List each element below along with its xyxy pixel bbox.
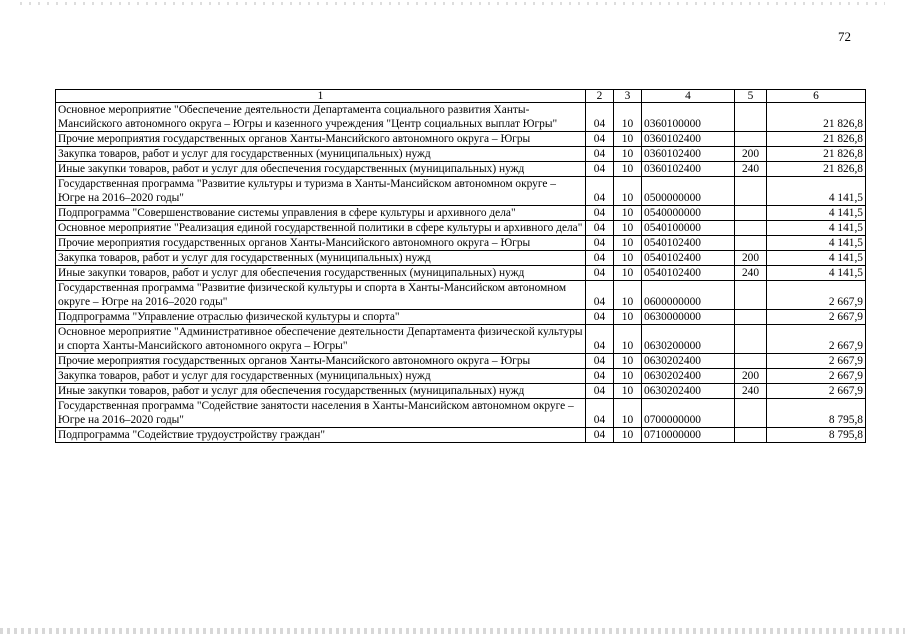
table-row <box>56 177 866 206</box>
row-amount-cell: 2 667,9 <box>767 384 866 399</box>
row-amount-cell: 21 826,8 <box>767 132 866 147</box>
row-subsection-cell: 10 <box>614 310 642 325</box>
row-subsection-cell: 10 <box>614 177 642 206</box>
row-subsection-cell: 10 <box>614 236 642 251</box>
row-expense-type-cell: 200 <box>735 251 767 266</box>
row-target-code-cell: 0600000000 <box>642 281 735 310</box>
row-expense-type-cell: 200 <box>735 147 767 162</box>
row-expense-type-cell <box>735 236 767 251</box>
row-subsection-cell: 10 <box>614 384 642 399</box>
row-name-cell: Прочие мероприятия государственных органов Ханты-Мансийского автономного округа – Югры <box>56 132 586 147</box>
row-expense-type-cell <box>735 399 767 428</box>
row-name-cell: Прочие мероприятия государственных органов Ханты-Мансийского автономного округа – Югры <box>56 236 586 251</box>
row-target-code-cell: 0630200000 <box>642 325 735 354</box>
row-expense-type-cell: 200 <box>735 369 767 384</box>
table-row <box>56 251 866 266</box>
row-subsection-cell: 10 <box>614 325 642 354</box>
row-target-code-cell: 0540100000 <box>642 221 735 236</box>
row-amount-cell: 2 667,9 <box>767 310 866 325</box>
row-expense-type-cell <box>735 221 767 236</box>
row-target-code-cell: 0710000000 <box>642 428 735 443</box>
row-target-code-cell: 0360100000 <box>642 103 735 132</box>
header-col-6: 6 <box>767 90 866 103</box>
row-section-cell: 04 <box>586 103 614 132</box>
row-name-cell: Основное мероприятие "Обеспечение деятельности Департамента социального развития Ханты-Мансийского автономного округа – Югры и казенного учреждения "Центр социальных выплат Югры" <box>56 103 586 132</box>
row-subsection-cell: 10 <box>614 132 642 147</box>
row-subsection-cell: 10 <box>614 266 642 281</box>
row-expense-type-cell <box>735 206 767 221</box>
row-name-cell: Основное мероприятие "Административное обеспечение деятельности Департамента физической культуры и спорта Ханты-Мансийского автономного округа – Югры" <box>56 325 586 354</box>
row-name-cell: Закупка товаров, работ и услуг для государственных (муниципальных) нужд <box>56 147 586 162</box>
row-expense-type-cell: 240 <box>735 384 767 399</box>
header-col-1: 1 <box>56 90 586 103</box>
row-name-cell: Иные закупки товаров, работ и услуг для обеспечения государственных (муниципальных) нужд <box>56 384 586 399</box>
scan-noise-top <box>20 2 885 5</box>
row-target-code-cell: 0360102400 <box>642 147 735 162</box>
table-row <box>56 132 866 147</box>
row-expense-type-cell <box>735 281 767 310</box>
row-subsection-cell: 10 <box>614 428 642 443</box>
table-row <box>56 266 866 281</box>
row-amount-cell: 21 826,8 <box>767 147 866 162</box>
table-row <box>56 399 866 428</box>
row-target-code-cell: 0630202400 <box>642 354 735 369</box>
row-amount-cell: 4 141,5 <box>767 221 866 236</box>
table-row <box>56 206 866 221</box>
row-name-cell: Основное мероприятие "Реализация единой государственной политики в сфере культуры и архивного дела" <box>56 221 586 236</box>
row-amount-cell: 2 667,9 <box>767 281 866 310</box>
row-section-cell: 04 <box>586 369 614 384</box>
row-amount-cell: 4 141,5 <box>767 206 866 221</box>
row-name-cell: Подпрограмма "Содействие трудоустройству граждан" <box>56 428 586 443</box>
table-row <box>56 325 866 354</box>
row-section-cell: 04 <box>586 162 614 177</box>
row-subsection-cell: 10 <box>614 147 642 162</box>
table-body <box>56 103 866 443</box>
row-expense-type-cell <box>735 310 767 325</box>
row-section-cell: 04 <box>586 177 614 206</box>
row-expense-type-cell: 240 <box>735 162 767 177</box>
row-expense-type-cell <box>735 177 767 206</box>
row-expense-type-cell <box>735 428 767 443</box>
row-expense-type-cell <box>735 132 767 147</box>
row-target-code-cell: 0630000000 <box>642 310 735 325</box>
table-row <box>56 281 866 310</box>
row-amount-cell: 2 667,9 <box>767 354 866 369</box>
row-name-cell: Государственная программа "Развитие культуры и туризма в Ханты-Мансийском автономном округе – Югре на 2016–2020 годы" <box>56 177 586 206</box>
row-name-cell: Подпрограмма "Совершенствование системы управления в сфере культуры и архивного дела" <box>56 206 586 221</box>
row-section-cell: 04 <box>586 132 614 147</box>
row-name-cell: Иные закупки товаров, работ и услуг для обеспечения государственных (муниципальных) нужд <box>56 266 586 281</box>
table-row <box>56 236 866 251</box>
row-expense-type-cell <box>735 103 767 132</box>
table-row <box>56 147 866 162</box>
row-expense-type-cell <box>735 325 767 354</box>
row-name-cell: Иные закупки товаров, работ и услуг для обеспечения государственных (муниципальных) нужд <box>56 162 586 177</box>
table-row <box>56 310 866 325</box>
row-name-cell: Государственная программа "Развитие физической культуры и спорта в Ханты-Мансийском автономном округе – Югре на 2016–2020 годы" <box>56 281 586 310</box>
row-subsection-cell: 10 <box>614 162 642 177</box>
table-row <box>56 354 866 369</box>
row-amount-cell: 4 141,5 <box>767 266 866 281</box>
table-row <box>56 162 866 177</box>
table-header <box>56 90 866 103</box>
row-target-code-cell: 0700000000 <box>642 399 735 428</box>
row-subsection-cell: 10 <box>614 221 642 236</box>
header-col-5: 5 <box>735 90 767 103</box>
row-expense-type-cell: 240 <box>735 266 767 281</box>
row-amount-cell: 21 826,8 <box>767 103 866 132</box>
row-section-cell: 04 <box>586 354 614 369</box>
row-name-cell: Закупка товаров, работ и услуг для государственных (муниципальных) нужд <box>56 369 586 384</box>
row-amount-cell: 4 141,5 <box>767 251 866 266</box>
row-amount-cell: 8 795,8 <box>767 428 866 443</box>
row-name-cell: Прочие мероприятия государственных органов Ханты-Мансийского автономного округа – Югры <box>56 354 586 369</box>
table-row <box>56 221 866 236</box>
row-name-cell: Закупка товаров, работ и услуг для государственных (муниципальных) нужд <box>56 251 586 266</box>
row-amount-cell: 2 667,9 <box>767 369 866 384</box>
row-section-cell: 04 <box>586 428 614 443</box>
row-subsection-cell: 10 <box>614 281 642 310</box>
row-section-cell: 04 <box>586 384 614 399</box>
row-subsection-cell: 10 <box>614 369 642 384</box>
row-subsection-cell: 10 <box>614 103 642 132</box>
row-expense-type-cell <box>735 354 767 369</box>
table-row <box>56 103 866 132</box>
row-section-cell: 04 <box>586 221 614 236</box>
row-amount-cell: 21 826,8 <box>767 162 866 177</box>
row-target-code-cell: 0540102400 <box>642 266 735 281</box>
row-amount-cell: 4 141,5 <box>767 177 866 206</box>
row-target-code-cell: 0630202400 <box>642 384 735 399</box>
row-section-cell: 04 <box>586 147 614 162</box>
row-name-cell: Подпрограмма "Управление отраслью физической культуры и спорта" <box>56 310 586 325</box>
header-col-3: 3 <box>614 90 642 103</box>
table-row <box>56 384 866 399</box>
table-row <box>56 428 866 443</box>
row-target-code-cell: 0540102400 <box>642 251 735 266</box>
header-col-4: 4 <box>642 90 735 103</box>
row-target-code-cell: 0500000000 <box>642 177 735 206</box>
row-target-code-cell: 0360102400 <box>642 162 735 177</box>
row-amount-cell: 4 141,5 <box>767 236 866 251</box>
scan-noise-bottom <box>0 628 905 634</box>
row-target-code-cell: 0630202400 <box>642 369 735 384</box>
row-target-code-cell: 0360102400 <box>642 132 735 147</box>
row-section-cell: 04 <box>586 236 614 251</box>
row-subsection-cell: 10 <box>614 399 642 428</box>
header-row <box>56 90 866 103</box>
row-amount-cell: 8 795,8 <box>767 399 866 428</box>
budget-table <box>55 89 866 443</box>
header-col-2: 2 <box>586 90 614 103</box>
row-target-code-cell: 0540000000 <box>642 206 735 221</box>
table-row <box>56 369 866 384</box>
row-section-cell: 04 <box>586 281 614 310</box>
row-section-cell: 04 <box>586 266 614 281</box>
row-amount-cell: 2 667,9 <box>767 325 866 354</box>
page-number: 72 <box>838 29 851 44</box>
row-section-cell: 04 <box>586 399 614 428</box>
row-subsection-cell: 10 <box>614 206 642 221</box>
row-section-cell: 04 <box>586 251 614 266</box>
row-name-cell: Государственная программа "Содействие занятости населения в Ханты-Мансийском автономном округе – Югре на 2016–2020 годы" <box>56 399 586 428</box>
row-subsection-cell: 10 <box>614 354 642 369</box>
row-section-cell: 04 <box>586 325 614 354</box>
row-target-code-cell: 0540102400 <box>642 236 735 251</box>
row-section-cell: 04 <box>586 310 614 325</box>
row-section-cell: 04 <box>586 206 614 221</box>
row-subsection-cell: 10 <box>614 251 642 266</box>
